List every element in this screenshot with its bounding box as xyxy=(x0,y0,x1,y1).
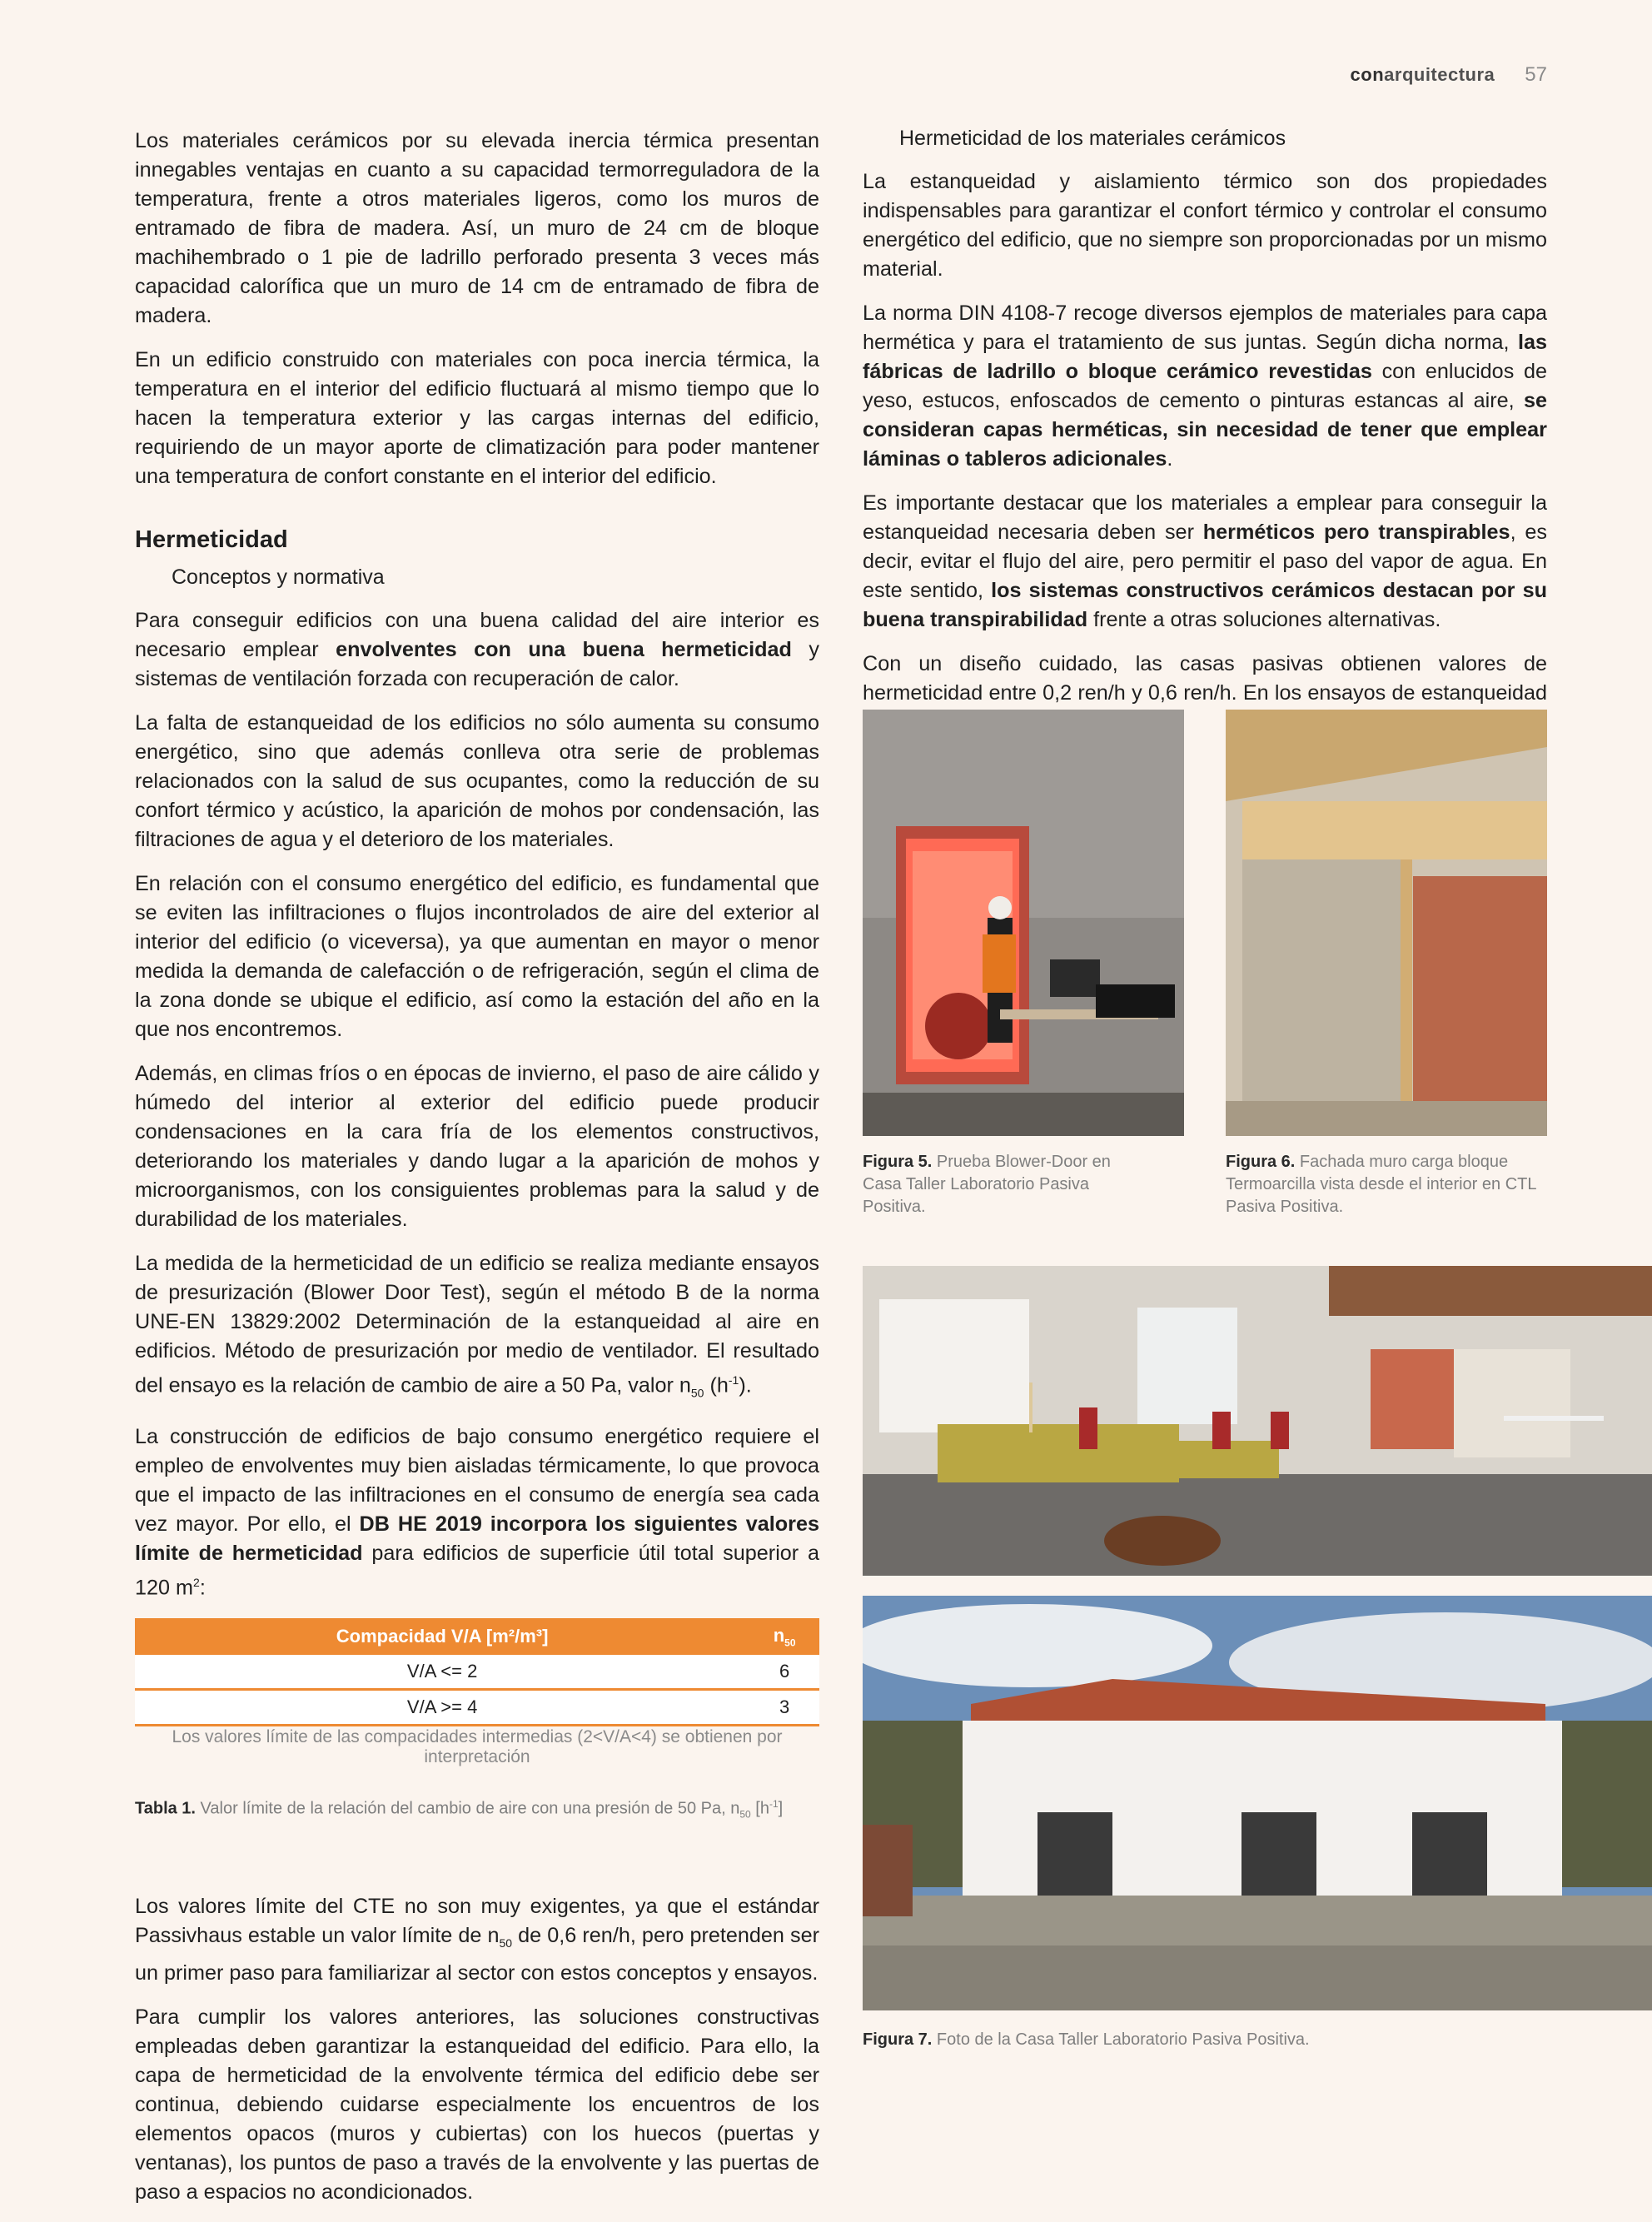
hermeticity-limits-table xyxy=(135,1618,819,1768)
left-column xyxy=(135,127,819,2222)
subsection-heading: Hermeticidad de los materiales cerámicos xyxy=(899,127,1286,150)
figure-6-caption: Figura 6. Fachada muro carga bloque Termoarcilla vista desde el interior en CTL Pasiva Positiva. xyxy=(1226,1153,1536,1216)
figure-6-photo xyxy=(1226,710,1547,1136)
table-caption: Tabla 1. Valor límite de la relación del cambio de aire con una presión de 50 Pa, $n_{50}$ $[h^{-1}]$ xyxy=(135,1797,784,1821)
figure-7-caption: Figura 7. Foto de la Casa Taller Laboratorio Pasiva Positiva. xyxy=(863,2030,1310,2049)
paragraph: Con un diseño cuidado, las casas pasivas obtienen valores de hermeticidad entre 0,2 ren/h y 0,6 ren/h. En los ensayos de estanqueidad xyxy=(863,652,1547,705)
paragraph: La falta de estanqueidad de los edificios no sólo aumenta su consumo energético, sino que además conlleva otra serie de problemas relacionados con la salud de sus ocupantes, como la reducción de su confort térmico y acústico, la aparición de mohos por condensación, las filtraciones de agua y el deterioro de los materiales. xyxy=(135,711,819,851)
table-header-compacity: Compacidad V/A [m²/m³] xyxy=(135,1618,749,1655)
paragraph: Los materiales cerámicos por su elevada inercia térmica presentan innegables ventajas en cuanto a su capacidad termorreguladora de la temperatura, frente a otros materiales ligeros, como los muros de entramado de fibra de madera. Así, un muro de 24 cm de bloque machihembrado o 1 pie de ladrillo perforado presenta 3 veces más capacidad calorífica que un muro de 14 cm de entramado de fibra de madera. xyxy=(135,129,819,327)
table-row xyxy=(135,1655,819,1690)
section-heading: Hermeticidad xyxy=(135,526,288,553)
table-note: Los valores límite de las compacidades intermedias (2<V/A<4) se obtienen por interpretación xyxy=(135,1725,819,1768)
table-cell-n50: 3 xyxy=(749,1689,819,1725)
paragraph: Además, en climas fríos o en épocas de invierno, el paso de aire cálido y húmedo del interior al exterior del edificio puede producir condensaciones en la cara fría de los elementos constructivos, deteriorando los materiales y dando lugar a la aparición de mohos y microorganismos, con los consiguientes problemas para la salud y de durabilidad de los materiales. xyxy=(135,1062,819,1231)
table-cell-ratio: V/A >= 4 xyxy=(135,1689,749,1725)
subsection-heading: Conceptos y normativa xyxy=(172,565,385,589)
figure-5-caption: Figura 5. Prueba Blower-Door en Casa Taller Laboratorio Pasiva Positiva. xyxy=(863,1153,1111,1216)
figure-5-photo xyxy=(863,710,1184,1136)
table-note-row xyxy=(135,1725,819,1768)
paragraph: La estanqueidad y aislamiento térmico son dos propiedades indispensables para garantizar el confort térmico y controlar el consumo energético del edificio, que no siempre son proporcionadas por un mismo material. xyxy=(863,170,1547,281)
table-cell-n50: 6 xyxy=(749,1655,819,1690)
magazine-brand: conarquitectura xyxy=(1350,64,1495,85)
table-header-n50: $n_{50}$ xyxy=(749,1618,819,1655)
table-row xyxy=(135,1689,819,1725)
paragraph: La construcción de edificios de bajo consumo energético requiere el empleo de envolventes muy bien aisladas térmicamente, lo que provoca que el impacto de las infiltraciones en el consumo de energía sea cada vez mayor. Por ello, el DB HE 2019 incorpora los siguientes valores límite de hermeticidad para edificios de superficie útil total superior a 120 $m^2$: xyxy=(135,1425,819,1600)
interior-living-room-photo xyxy=(863,1266,1652,1576)
table-cell-ratio: V/A <= 2 xyxy=(135,1655,749,1690)
paragraph: Para conseguir edificios con una buena calidad del aire interior es necesario emplear envolventes con una buena hermeticidad y sistemas de ventilación forzada con recuperación de calor. xyxy=(135,609,819,690)
paragraph: Los valores límite del CTE no son muy exigentes, ya que el estándar Passivhaus estable un valor límite de $n_{50}$ de 0,6 ren/h, pero pretenden ser un primer paso para familiarizar al sector con estos conceptos y ensayos. xyxy=(135,1895,819,1985)
paragraph: En un edificio construido con materiales con poca inercia térmica, la temperatura en el interior del edificio fluctuará al mismo tiempo que lo hacen la temperatura exterior y las cargas internas del edificio, requiriendo de un mayor aporte de climatización para poder mantener una temperatura de confort constante en el interior del edificio. xyxy=(135,348,819,488)
paragraph: Para cumplir los valores anteriores, las soluciones constructivas empleadas deben garantizar la estanqueidad del edificio. Para ello, la capa de hermeticidad de la envolvente térmica del edificio debe ser continua, debiendo cuidarse especialmente los encuentros de los elementos opacos (muros y cubiertas) con los huecos (puertas y ventanas), los puntos de paso a través de la envolvente y las puertas de paso a espacios no acondicionados. xyxy=(135,2005,819,2204)
paragraph: La medida de la hermeticidad de un edificio se realiza mediante ensayos de presurización (Blower Door Test), según el método B de la norma UNE-EN 13829:2002 Determinación de la estanqueidad al aire en edificios. Método de presurización por medio de ventilador. El resultado del ensayo es la relación de cambio de aire a 50 Pa, valor $n_{50}$ $(h^{-1})$. xyxy=(135,1252,819,1400)
paragraph: La norma DIN 4108-7 recoge diversos ejemplos de materiales para capa hermética y para el tratamiento de sus juntas. Según dicha norma, las fábricas de ladrillo o bloque cerámico revestidas con enlucidos de yeso, estucos, enfoscados de cemento o pinturas estancas al aire, se consideran capas herméticas, sin necesidad de tener que emplear láminas o tableros adicionales. xyxy=(863,301,1547,471)
paragraph: En relación con el consumo energético del edificio, es fundamental que se eviten las infiltraciones o flujos incontrolados de aire del exterior al interior del edificio (o viceversa), ya que aumentan en mayor o menor medida la demanda de calefacción o de refrigeración, según el clima de la zona donde se ubique el edificio, así como la estación del año en la que nos encontremos. xyxy=(135,872,819,1041)
paragraph: Es importante destacar que los materiales a emplear para conseguir la estanqueidad necesaria deben ser herméticos pero transpirables, es decir, evitar el flujo del aire, pero permitir el paso del vapor de agua. En este sentido, los sistemas constructivos cerámicos destacan por su buena transpirabilidad frente a otras soluciones alternativas. xyxy=(863,491,1547,631)
page-header xyxy=(1351,63,1547,87)
figure-7-photo xyxy=(863,1596,1652,2010)
right-column xyxy=(863,127,1547,752)
page-number: 57 xyxy=(1525,63,1547,86)
